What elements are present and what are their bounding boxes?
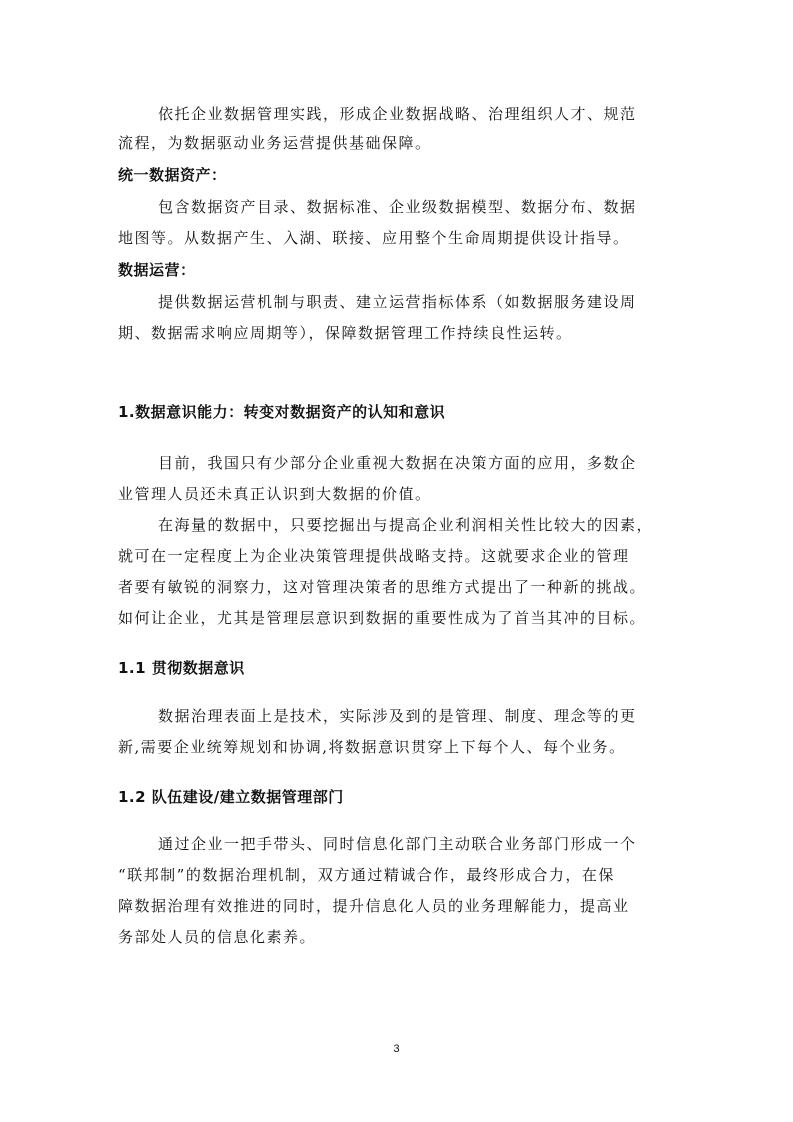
- paragraph-line: 提供数据运营机制与职责、建立运营指标体系（如数据服务建设周: [158, 293, 637, 311]
- paragraph-line: 如何让企业，尤其是管理层意识到数据的重要性成为了首当其冲的目标。: [118, 609, 647, 627]
- paragraph-line: 障数据治理有效推进的同时，提升信息化人员的业务理解能力，提高业: [118, 897, 630, 915]
- section-heading-1-1: 1.1 贯彻数据意识: [118, 659, 245, 677]
- paragraph-line: 包含数据资产目录、数据标准、企业级数据模型、数据分布、数据: [158, 198, 637, 216]
- paragraph-line: 依托企业数据管理实践，形成企业数据战略、治理组织人才、规范: [158, 105, 637, 123]
- section-heading-1: 1.数据意识能力：转变对数据资产的认知和意识: [118, 403, 446, 421]
- paragraph-line: 期、数据需求响应周期等），保障数据管理工作持续良性运转。: [118, 324, 573, 342]
- subheading-data-operations: 数据运营：: [118, 261, 196, 279]
- subheading-unified-data-assets: 统一数据资产：: [118, 166, 227, 184]
- page-number: 3: [393, 1043, 400, 1055]
- paragraph-line: 就可在一定程度上为企业决策管理提供战略支持。这就要求企业的管理: [118, 547, 630, 565]
- paragraph-line: 目前，我国只有少部分企业重视大数据在决策方面的应用，多数企: [158, 454, 637, 472]
- paragraph-line: “联邦制”的数据治理机制，双方通过精诚合作，最终形成合力，在保: [118, 866, 615, 884]
- paragraph-line: 务部处人员的信息化素养。: [118, 928, 317, 946]
- paragraph-line: 数据治理表面上是技术，实际涉及到的是管理、制度、理念等的更: [158, 707, 637, 725]
- section-heading-1-2: 1.2 队伍建设/建立数据管理部门: [118, 788, 344, 806]
- paragraph-line: 业管理人员还未真正认识到大数据的价值。: [118, 485, 432, 503]
- paragraph-line: 新,需要企业统筹规划和协调,将数据意识贯穿上下每个人、每个业务。: [118, 738, 626, 756]
- paragraph-line: 地图等。从数据产生、入湖、联接、应用整个生命周期提供设计指导。: [118, 229, 630, 247]
- paragraph-line: 通过企业一把手带头、同时信息化部门主动联合业务部门形成一个: [158, 835, 637, 853]
- paragraph-line: 者要有敏锐的洞察力，这对管理决策者的思维方式提出了一种新的挑战。: [118, 578, 647, 596]
- paragraph-line: 在海量的数据中，只要挖掘出与提高企业利润相关性比较大的因素，: [158, 516, 654, 534]
- paragraph-line: 流程，为数据驱动业务运营提供基础保障。: [118, 134, 432, 152]
